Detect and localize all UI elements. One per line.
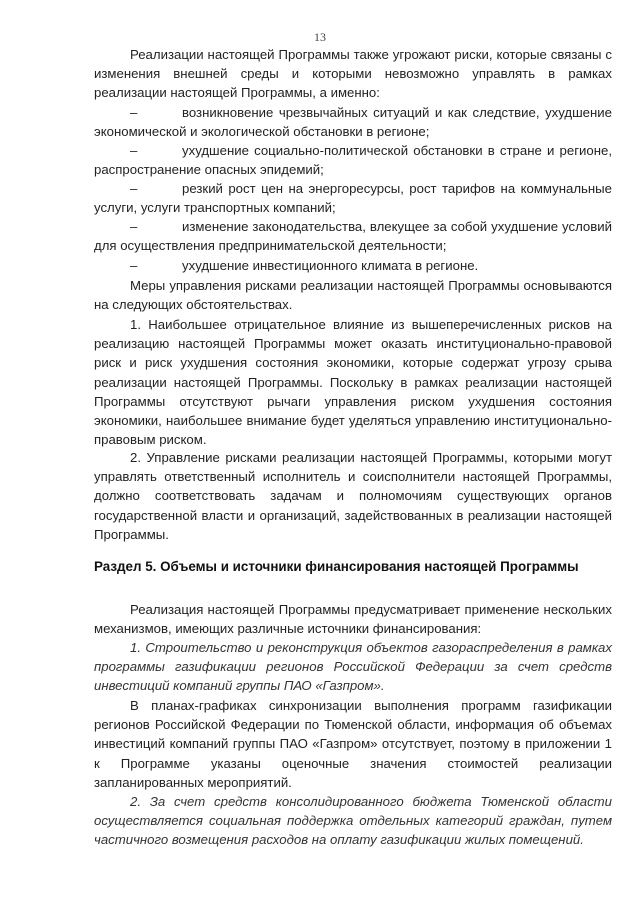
paragraph-risks-intro: Реализации настоящей Программы также угрожают риски, которые связаны с изменения внешней среды и которыми невозможно управлять в рамках реализации настоящей Программы, а именно:: [94, 47, 612, 101]
list-item: [94, 179, 612, 217]
list-item: [94, 103, 612, 141]
bullet-dash: –: [130, 143, 138, 158]
list-item-text: возникновение чрезвычайных ситуаций и как следствие, ухудшение экономической и экологической обстановки в регионе;: [94, 105, 612, 140]
paragraph-financing-1: 1. Строительство и реконструкция объектов газораспределения в рамках программы газификации регионов Российской Федерации за счет средств инвестиций компаний группы ПАО «Газпром».: [94, 640, 612, 694]
paragraph-financing-2: 2. За счет средств консолидированного бюджета Тюменской области осуществляется социальная поддержка отдельных категорий граждан, путем частичного возмещения расходов на оплату газификации жилых помещений.: [94, 794, 612, 848]
list-item-text: ухудшение социально-политической обстановки в стране и регионе, распространение опасных эпидемий;: [94, 143, 612, 178]
list-item-text: ухудшение инвестиционного климата в регионе.: [182, 258, 479, 273]
list-item-text: изменение законодательства, влекущее за собой ухудшение условий для осуществления предпринимательской деятельности;: [94, 219, 612, 254]
paragraph-point-2: 2. Управление рисками реализации настоящей Программы, которыми могут управлять ответственный исполнитель и соисполнители настоящей Программы, должно соответствовать задачам и полномочиям существующих органов государственной власти и организаций, задействованных в реализации настоящей Программы.: [94, 450, 612, 542]
bullet-dash: –: [130, 219, 138, 234]
page-number: 13: [314, 30, 326, 44]
list-item-text: резкий рост цен на энергоресурсы, рост тарифов на коммунальные услуги, услуги транспортных компаний;: [94, 181, 612, 216]
list-item: [94, 141, 612, 179]
bullet-dash: –: [130, 258, 138, 273]
list-item: [94, 256, 612, 275]
paragraph-financing-intro: Реализация настоящей Программы предусматривает применение нескольких механизмов, имеющих различные источники финансирования:: [94, 602, 612, 637]
bullet-dash: –: [130, 105, 138, 120]
paragraph-measures: Меры управления рисками реализации настоящей Программы основываются на следующих обстоятельствах.: [94, 278, 612, 313]
bullet-dash: –: [130, 181, 138, 196]
section-heading: Раздел 5. Объемы и источники финансирования настоящей Программы: [94, 559, 579, 574]
paragraph-point-1: 1. Наибольшее отрицательное влияние из вышеперечисленных рисков на реализацию настоящей Программы может оказать институционально-правовой риск и риск ухудшения состояния экономики, которые содержат угрозу срыва реализации настоящей Программы. Поскольку в рамках реализации настоящей Программы отсутствуют рычаги управления риском ухудшения состояния экономики, наибольшее внимание будет уделяться управлению институционально-правовым риском.: [94, 317, 612, 448]
paragraph-schedules: В планах-графиках синхронизации выполнения программ газификации регионов Российской Федерации по Тюменской области, информация об объемах инвестиций компаний группы ПАО «Газпром» отсутствует, поэтому в приложении 1 к Программе указаны оценочные значения стоимостей реализации запланированных мероприятий.: [94, 698, 612, 790]
list-item: [94, 217, 612, 255]
